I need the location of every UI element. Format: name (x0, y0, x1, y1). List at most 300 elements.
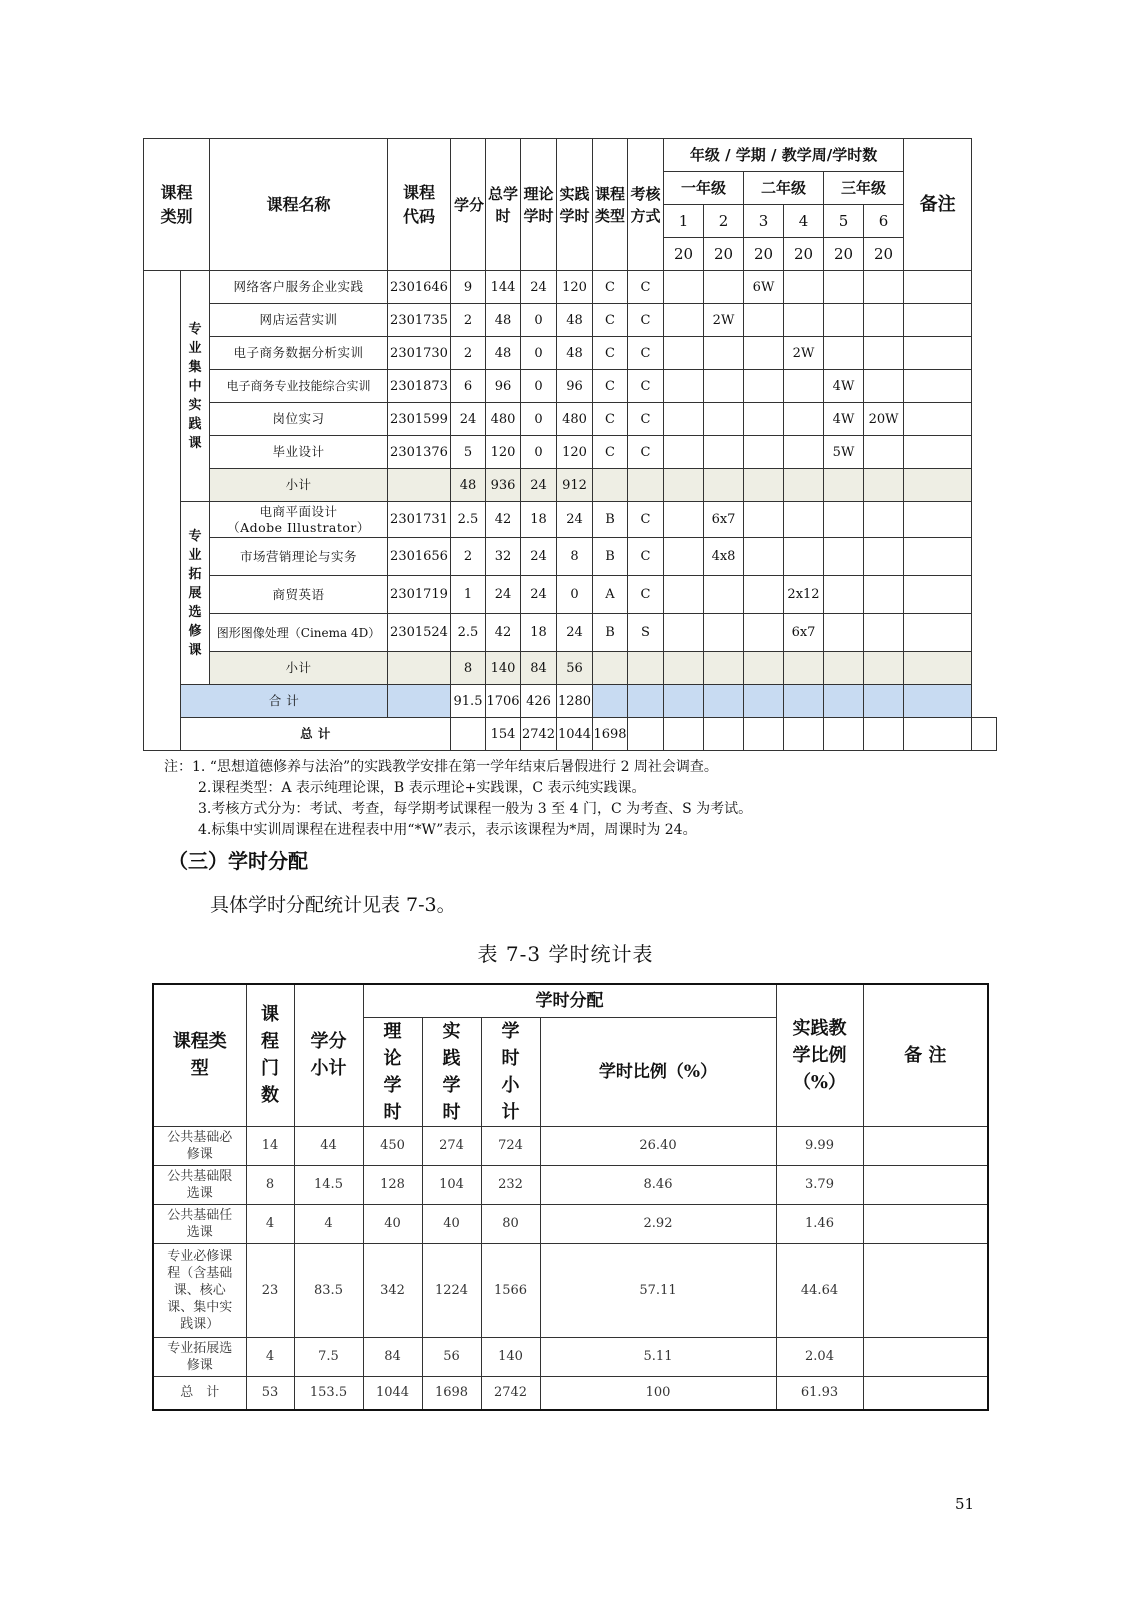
row-type: 专业拓展选修课 (153, 1337, 246, 1376)
sem-cell (824, 576, 864, 614)
theory-hours: 0 (521, 436, 557, 469)
sem-cell (864, 271, 904, 304)
practice-hours: 0 (557, 576, 593, 614)
sem-cell (704, 436, 744, 469)
credit: 1 (451, 576, 486, 614)
practice-hours: 120 (557, 271, 593, 304)
sem-cell (744, 538, 784, 576)
hdr2-practice: 实践学时 (422, 1017, 481, 1126)
exam-mode: C (628, 538, 664, 576)
credit-subtotal: 7.5 (294, 1337, 363, 1376)
grand-credit: 154 (486, 718, 521, 751)
empty-cell (904, 469, 972, 502)
category-cell (144, 271, 181, 751)
subtotal-practice: 56 (557, 652, 593, 685)
course-code: 2301873 (388, 370, 451, 403)
row-type: 公共基础必修课 (153, 1126, 246, 1165)
grand-label: 总 计 (181, 718, 451, 751)
course-schedule-table (143, 138, 997, 751)
sem-cell (864, 337, 904, 370)
note-cell (904, 370, 972, 403)
practice-hours: 480 (557, 403, 593, 436)
row-type: 总 计 (153, 1376, 246, 1410)
sem-cell (824, 502, 864, 538)
hdr2-count: 课程门数 (246, 984, 294, 1126)
theory-hours: 24 (521, 538, 557, 576)
practice-hours: 96 (557, 370, 593, 403)
note-cell (904, 403, 972, 436)
hdr-course-type: 课程类型 (593, 139, 628, 271)
practice-hours: 56 (422, 1337, 481, 1376)
sem-cell (784, 502, 824, 538)
note-cell (904, 304, 972, 337)
practice-hours: 24 (557, 502, 593, 538)
note-cell (904, 502, 972, 538)
sem-cell (824, 614, 864, 652)
hdr-exam-mode: 考核方式 (628, 139, 664, 271)
hours-subtotal: 232 (481, 1165, 540, 1204)
course-name: 图形图像处理（Cinema 4D） (210, 614, 388, 652)
total-hours: 48 (486, 337, 521, 370)
course-code: 2301599 (388, 403, 451, 436)
hdr-credit: 学分 (451, 139, 486, 271)
empty-cell (664, 718, 704, 751)
empty-cell (388, 685, 451, 718)
sem-cell: 4x8 (704, 538, 744, 576)
credit: 2 (451, 538, 486, 576)
course-name: 毕业设计 (210, 436, 388, 469)
empty-cell (628, 469, 664, 502)
empty-cell (744, 685, 784, 718)
sem-cell (744, 304, 784, 337)
total-hours: 42 (486, 502, 521, 538)
table-row (144, 370, 997, 403)
sem-cell (744, 614, 784, 652)
sem-cell (864, 502, 904, 538)
intro-paragraph: 具体学时分配统计见表 7-3。 (210, 894, 456, 916)
table-row (153, 1337, 988, 1376)
sem-cell: 6x7 (704, 502, 744, 538)
theory-hours: 18 (521, 614, 557, 652)
note-cell (904, 436, 972, 469)
theory-hours: 84 (363, 1337, 422, 1376)
practice-hours: 8 (557, 538, 593, 576)
course-name: 网络客户服务企业实践 (210, 271, 388, 304)
empty-cell (864, 652, 904, 685)
practice-ratio: 44.64 (776, 1243, 863, 1337)
hours-ratio: 2.92 (540, 1204, 776, 1243)
course-type: C (593, 304, 628, 337)
total-hours: 24 (486, 576, 521, 614)
practice-ratio: 2.04 (776, 1337, 863, 1376)
hdr-weeks-4: 20 (784, 238, 824, 271)
hdr-sem-1: 1 (664, 205, 704, 238)
hdr-weeks-3: 20 (744, 238, 784, 271)
exam-mode: C (628, 403, 664, 436)
theory-hours: 1044 (363, 1376, 422, 1410)
hdr-total-hours: 总学时 (486, 139, 521, 271)
empty-cell (744, 469, 784, 502)
empty-cell (904, 718, 972, 751)
theory-hours: 0 (521, 403, 557, 436)
hdr-category: 课程类别 (144, 139, 210, 271)
empty-cell (664, 652, 704, 685)
hdr-theory-hours: 理论学时 (521, 139, 557, 271)
empty-cell (824, 685, 864, 718)
credit: 2.5 (451, 502, 486, 538)
theory-hours: 342 (363, 1243, 422, 1337)
sem-cell (744, 576, 784, 614)
empty-cell (388, 469, 451, 502)
theory-hours: 128 (363, 1165, 422, 1204)
sem-cell (664, 502, 704, 538)
note-cell (863, 1204, 988, 1243)
empty-cell (864, 685, 904, 718)
empty-cell (784, 652, 824, 685)
credit: 24 (451, 403, 486, 436)
sem-cell (664, 436, 704, 469)
note-2: 2.课程类型：A 表示纯理论课，B 表示理论+实践课，C 表示纯实践课。 (198, 780, 646, 796)
hdr-grade-2: 二年级 (744, 172, 824, 205)
hdr-code: 课程代码 (388, 139, 451, 271)
hours-statistics-table (152, 983, 989, 1411)
credit-subtotal: 153.5 (294, 1376, 363, 1410)
sem-cell (664, 337, 704, 370)
hdr-schedule: 年级 / 学期 / 教学周/学时数 (664, 139, 904, 172)
empty-cell (628, 652, 664, 685)
sem-cell (864, 538, 904, 576)
empty-cell (593, 685, 628, 718)
total-hours: 144 (486, 271, 521, 304)
table-notes (164, 757, 752, 841)
sem-cell (704, 337, 744, 370)
total-hours: 120 (486, 436, 521, 469)
course-code: 2301731 (388, 502, 451, 538)
empty-cell (784, 718, 824, 751)
note-cell (863, 1126, 988, 1165)
course-code: 2301719 (388, 576, 451, 614)
sem-cell: 20W (864, 403, 904, 436)
table-row (144, 403, 997, 436)
sem-cell (784, 538, 824, 576)
practice-hours: 104 (422, 1165, 481, 1204)
practice-hours: 274 (422, 1126, 481, 1165)
grand-theory: 1044 (557, 718, 593, 751)
group1-label: 专业集中实践课 (181, 271, 210, 502)
hdr2-ratio: 学时比例（%） (540, 1017, 776, 1126)
practice-hours: 24 (557, 614, 593, 652)
course-type: C (593, 403, 628, 436)
group2-label: 专业拓展选修课 (181, 502, 210, 685)
sem-cell: 2x12 (784, 576, 824, 614)
practice-hours: 1224 (422, 1243, 481, 1337)
subtotal-label: 小计 (210, 652, 388, 685)
practice-ratio: 9.99 (776, 1126, 863, 1165)
course-name: 岗位实习 (210, 403, 388, 436)
credit-subtotal: 4 (294, 1204, 363, 1243)
course-type: B (593, 502, 628, 538)
sem-cell (664, 538, 704, 576)
empty-cell (904, 685, 972, 718)
empty-cell (824, 652, 864, 685)
course-code: 2301524 (388, 614, 451, 652)
hdr-weeks-2: 20 (704, 238, 744, 271)
hdr-weeks-6: 20 (864, 238, 904, 271)
hdr2-dist: 学时分配 (363, 984, 776, 1017)
sem-cell: 2W (784, 337, 824, 370)
table-row (144, 576, 997, 614)
note-cell (863, 1243, 988, 1337)
empty-cell (704, 652, 744, 685)
sem-cell: 6x7 (784, 614, 824, 652)
sem-cell (704, 403, 744, 436)
hours-subtotal: 140 (481, 1337, 540, 1376)
sem-cell (784, 304, 824, 337)
course-code: 2301735 (388, 304, 451, 337)
note-cell (904, 271, 972, 304)
sem-cell (784, 403, 824, 436)
subtotal-label: 小计 (210, 469, 388, 502)
subtotal-theory: 84 (521, 652, 557, 685)
sem-cell (824, 337, 864, 370)
credit: 2 (451, 337, 486, 370)
empty-cell (593, 652, 628, 685)
course-name: 网店运营实训 (210, 304, 388, 337)
table-row (153, 1204, 988, 1243)
empty-cell (704, 469, 744, 502)
theory-hours: 24 (521, 576, 557, 614)
note-cell (904, 538, 972, 576)
course-name: 市场营销理论与实务 (210, 538, 388, 576)
hdr-weeks-5: 20 (824, 238, 864, 271)
hdr-grade-1: 一年级 (664, 172, 744, 205)
total-hours: 48 (486, 304, 521, 337)
hdr2-prac-ratio: 实践教学比例（%） (776, 984, 863, 1126)
table-row (153, 1243, 988, 1337)
exam-mode: C (628, 502, 664, 538)
sem-cell (704, 370, 744, 403)
sem-cell (664, 614, 704, 652)
empty-cell (864, 469, 904, 502)
sem-cell (664, 271, 704, 304)
credit-subtotal: 44 (294, 1126, 363, 1165)
sum-label: 合 计 (181, 685, 388, 718)
note-1: 注：1. “思想道德修养与法治”的实践教学安排在第一学年结束后暑假进行 2 周社会调查。 (164, 759, 718, 775)
credit-subtotal: 83.5 (294, 1243, 363, 1337)
subtotal-practice: 912 (557, 469, 593, 502)
hdr2-type: 课程类型 (153, 984, 246, 1126)
course-type: C (593, 370, 628, 403)
sum-theory: 426 (521, 685, 557, 718)
sem-cell (664, 403, 704, 436)
hours-ratio: 57.11 (540, 1243, 776, 1337)
exam-mode: C (628, 436, 664, 469)
total-hours: 96 (486, 370, 521, 403)
total-hours: 480 (486, 403, 521, 436)
course-type: C (593, 337, 628, 370)
hdr2-credit: 学分小计 (294, 984, 363, 1126)
practice-hours: 1698 (422, 1376, 481, 1410)
course-count: 8 (246, 1165, 294, 1204)
grand-total-row (144, 718, 997, 751)
course-type: C (593, 436, 628, 469)
note-cell (863, 1165, 988, 1204)
empty-cell (628, 685, 664, 718)
course-type: B (593, 538, 628, 576)
subtotal-total: 936 (486, 469, 521, 502)
theory-hours: 0 (521, 370, 557, 403)
course-type: C (593, 271, 628, 304)
course-code: 2301376 (388, 436, 451, 469)
section-title: （三）学时分配 (168, 849, 308, 873)
course-count: 23 (246, 1243, 294, 1337)
note-cell (904, 576, 972, 614)
sem-cell (664, 576, 704, 614)
hours-subtotal: 1566 (481, 1243, 540, 1337)
course-count: 4 (246, 1337, 294, 1376)
sem-cell (864, 370, 904, 403)
empty-cell (664, 469, 704, 502)
exam-mode: C (628, 576, 664, 614)
table-row (153, 1165, 988, 1204)
hours-subtotal: 2742 (481, 1376, 540, 1410)
course-count: 4 (246, 1204, 294, 1243)
hours-subtotal: 80 (481, 1204, 540, 1243)
table-row (144, 436, 997, 469)
course-name: 电商平面设计 （Adobe Illustrator） (210, 502, 388, 538)
hdr2-note: 备 注 (863, 984, 988, 1126)
hours-ratio: 100 (540, 1376, 776, 1410)
hdr2-subtotal: 学时小计 (481, 1017, 540, 1126)
course-name: 商贸英语 (210, 576, 388, 614)
sem-cell: 4W (824, 370, 864, 403)
empty-cell (704, 685, 744, 718)
sem-cell (744, 370, 784, 403)
hours-ratio: 26.40 (540, 1126, 776, 1165)
table-row (153, 1126, 988, 1165)
hdr2-theory: 理论学时 (363, 1017, 422, 1126)
note-cell (863, 1337, 988, 1376)
row-type: 公共基础任选课 (153, 1204, 246, 1243)
hdr-note: 备注 (904, 139, 972, 271)
practice-hours: 48 (557, 304, 593, 337)
sem-cell (664, 304, 704, 337)
course-code: 2301646 (388, 271, 451, 304)
sem-cell (744, 337, 784, 370)
table-row (144, 614, 997, 652)
theory-hours: 0 (521, 304, 557, 337)
practice-hours: 120 (557, 436, 593, 469)
exam-mode: C (628, 337, 664, 370)
subtotal-row (144, 469, 997, 502)
credit: 9 (451, 271, 486, 304)
exam-mode: S (628, 614, 664, 652)
total-hours: 32 (486, 538, 521, 576)
hdr-sem-2: 2 (704, 205, 744, 238)
empty-cell (744, 718, 784, 751)
sem-cell: 5W (824, 436, 864, 469)
empty-cell (784, 685, 824, 718)
hdr-sem-4: 4 (784, 205, 824, 238)
empty-cell (664, 685, 704, 718)
course-name: 电子商务数据分析实训 (210, 337, 388, 370)
course-name: 电子商务专业技能综合实训 (210, 370, 388, 403)
row-type: 专业必修课程（含基础课、核心课、集中实践课） (153, 1243, 246, 1337)
empty-cell (972, 718, 997, 751)
hdr-practice-hours: 实践学时 (557, 139, 593, 271)
table-caption: 表 7-3 学时统计表 (477, 942, 654, 966)
sem-cell (864, 436, 904, 469)
hours-subtotal: 724 (481, 1126, 540, 1165)
empty-cell (451, 718, 486, 751)
sem-cell (864, 304, 904, 337)
subtotal-row (144, 652, 997, 685)
table-row (144, 337, 997, 370)
sem-cell (864, 576, 904, 614)
theory-hours: 24 (521, 271, 557, 304)
table-row (144, 538, 997, 576)
sem-cell (824, 538, 864, 576)
grand-total: 2742 (521, 718, 557, 751)
empty-cell (824, 718, 864, 751)
sem-cell (744, 436, 784, 469)
empty-cell (744, 652, 784, 685)
sum-row (144, 685, 997, 718)
page-number: 51 (955, 1495, 975, 1513)
note-3: 3.考核方式分为：考试、考查，每学期考试课程一般为 3 至 4 门，C 为考查、S 为考试。 (198, 801, 753, 817)
credit: 5 (451, 436, 486, 469)
sem-cell: 6W (744, 271, 784, 304)
empty-cell (784, 469, 824, 502)
sem-cell (704, 576, 744, 614)
course-type: A (593, 576, 628, 614)
practice-ratio: 61.93 (776, 1376, 863, 1410)
sem-cell (784, 271, 824, 304)
course-count: 14 (246, 1126, 294, 1165)
sum-total: 1706 (486, 685, 521, 718)
empty-cell (704, 718, 744, 751)
sem-cell: 4W (824, 403, 864, 436)
sum-practice: 1280 (557, 685, 593, 718)
table-row (144, 502, 997, 538)
hours-ratio: 8.46 (540, 1165, 776, 1204)
practice-hours: 48 (557, 337, 593, 370)
exam-mode: C (628, 304, 664, 337)
subtotal-theory: 24 (521, 469, 557, 502)
hdr-sem-6: 6 (864, 205, 904, 238)
subtotal-credit: 48 (451, 469, 486, 502)
hdr-sem-5: 5 (824, 205, 864, 238)
theory-hours: 18 (521, 502, 557, 538)
sem-cell (784, 370, 824, 403)
note-4: 4.标集中实训周课程在进程表中用“*W”表示，表示该课程为*周，周课时为 24。 (198, 822, 697, 838)
course-code: 2301730 (388, 337, 451, 370)
note-cell (904, 337, 972, 370)
sem-cell (784, 436, 824, 469)
practice-ratio: 1.46 (776, 1204, 863, 1243)
empty-cell (824, 469, 864, 502)
practice-ratio: 3.79 (776, 1165, 863, 1204)
sem-cell (864, 614, 904, 652)
course-code: 2301656 (388, 538, 451, 576)
sem-cell (704, 271, 744, 304)
hdr-grade-3: 三年级 (824, 172, 904, 205)
hdr-sem-3: 3 (744, 205, 784, 238)
note-cell (863, 1376, 988, 1410)
sem-cell (744, 502, 784, 538)
credit-subtotal: 14.5 (294, 1165, 363, 1204)
empty-cell (864, 718, 904, 751)
